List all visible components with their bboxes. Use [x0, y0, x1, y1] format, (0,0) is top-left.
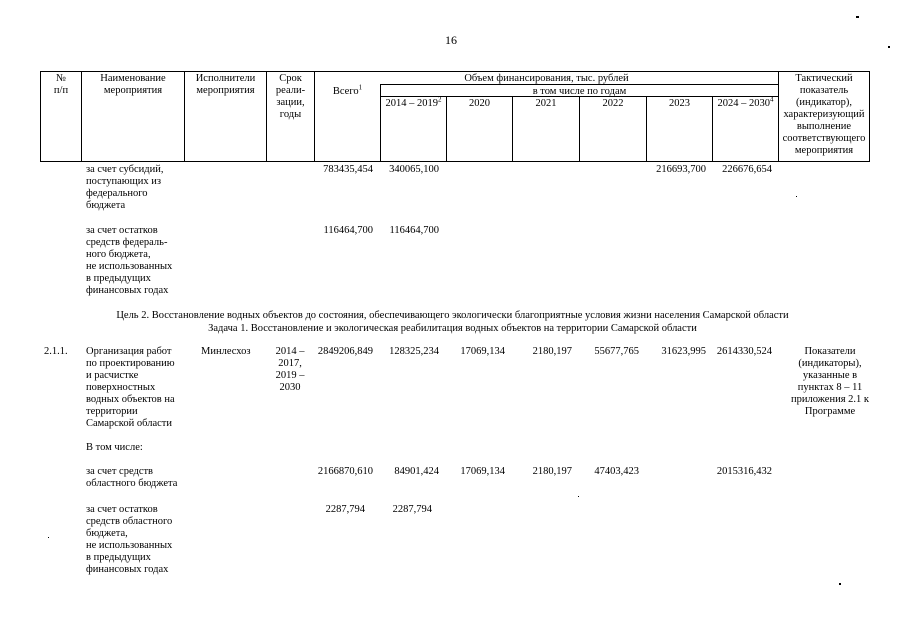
item-2022: 55677,765	[594, 346, 639, 357]
header-year-2024-2030: 2024 – 2030$^4$	[717, 95, 774, 109]
row-regional-remains-label: за счет остатков средств областного бюджета, не использованных в предыдущих финансовых годах	[86, 504, 173, 575]
row-regional-budget-total: 2166870,610	[317, 466, 373, 477]
item-total: 2849206,849	[317, 346, 373, 357]
header-funding-title: Объем финансирования, тыс. рублей	[464, 73, 629, 84]
header-year-2021: 2021	[535, 98, 557, 109]
row-federal-subsidies-2024-2030: 226676,654	[722, 164, 772, 175]
row-federal-subsidies-2023: 216693,700	[656, 164, 706, 175]
row-regional-remains-total: 2287,794	[325, 504, 365, 515]
item-2021: 2180,197	[532, 346, 572, 357]
item-including-label: В том числе:	[86, 442, 143, 453]
item-executor: Минлесхоз	[201, 346, 251, 357]
row-federal-remains-2014-2019: 116464,700	[389, 225, 439, 236]
header-col-term: Срок реали- зации, годы	[275, 73, 306, 120]
header-col-executor: Исполнители мероприятия	[195, 73, 256, 96]
row-regional-budget-2021: 2180,197	[532, 466, 572, 477]
header-year-2023: 2023	[669, 98, 690, 109]
header-total: Всего$^1$	[332, 83, 363, 97]
header-col-indicator: Тактический показатель (индикатор), характеризующий выполнение соответствующего мероприятия	[782, 73, 866, 156]
row-federal-remains-total: 116464,700	[323, 225, 373, 236]
row-federal-subsidies-label: за счет субсидий, поступающих из федерального бюджета	[86, 164, 164, 211]
row-regional-budget-2014-2019: 84901,424	[394, 466, 439, 477]
row-regional-budget-2022: 47403,423	[594, 466, 639, 477]
page-number: 16	[445, 33, 457, 47]
row-federal-subsidies-2014-2019: 340065,100	[389, 164, 439, 175]
item-2014-2019: 128325,234	[389, 346, 439, 357]
item-2023: 31623,995	[661, 346, 706, 357]
header-by-years: в том числе по годам	[532, 86, 627, 97]
item-name: Организация работ по проектированию и расчистке поверхностных водных объектов на территории Самарской области	[86, 346, 175, 429]
header-col-number: № п/п	[53, 73, 69, 96]
header-year-2014-2019: 2014 – 2019$^2$	[385, 95, 442, 109]
header-year-2022: 2022	[602, 98, 624, 109]
goal-heading: Цель 2. Восстановление водных объектов до состояния, обеспечивающего экологически благоприятные условия жизни населения Самарской области	[116, 310, 789, 321]
item-2020: 17069,134	[460, 346, 505, 357]
row-regional-remains-2014-2019: 2287,794	[392, 504, 432, 515]
row-federal-subsidies-total: 783435,454	[323, 164, 373, 175]
header-year-2020: 2020	[469, 98, 490, 109]
item-2024-2030: 2614330,524	[716, 346, 772, 357]
item-number: 2.1.1.	[44, 346, 68, 357]
row-federal-remains-label: за счет остатков средств федераль- ного бюджета, не использованных в предыдущих финансовых годах	[86, 225, 173, 296]
row-regional-budget-label: за счет средств областного бюджета	[86, 466, 178, 489]
item-indicator: Показатели (индикаторы), указанные в пунктах 8 – 11 приложения 2.1 к Программе	[790, 346, 870, 417]
item-term: 2014 – 2017, 2019 – 2030	[275, 346, 305, 393]
row-regional-budget-2020: 17069,134	[460, 466, 505, 477]
row-regional-budget-2024-2030: 2015316,432	[716, 466, 772, 477]
header-col-name: Наименование мероприятия	[100, 73, 166, 96]
task-heading: Задача 1. Восстановление и экологическая реабилитация водных объектов на территории Самарской области	[208, 323, 697, 334]
